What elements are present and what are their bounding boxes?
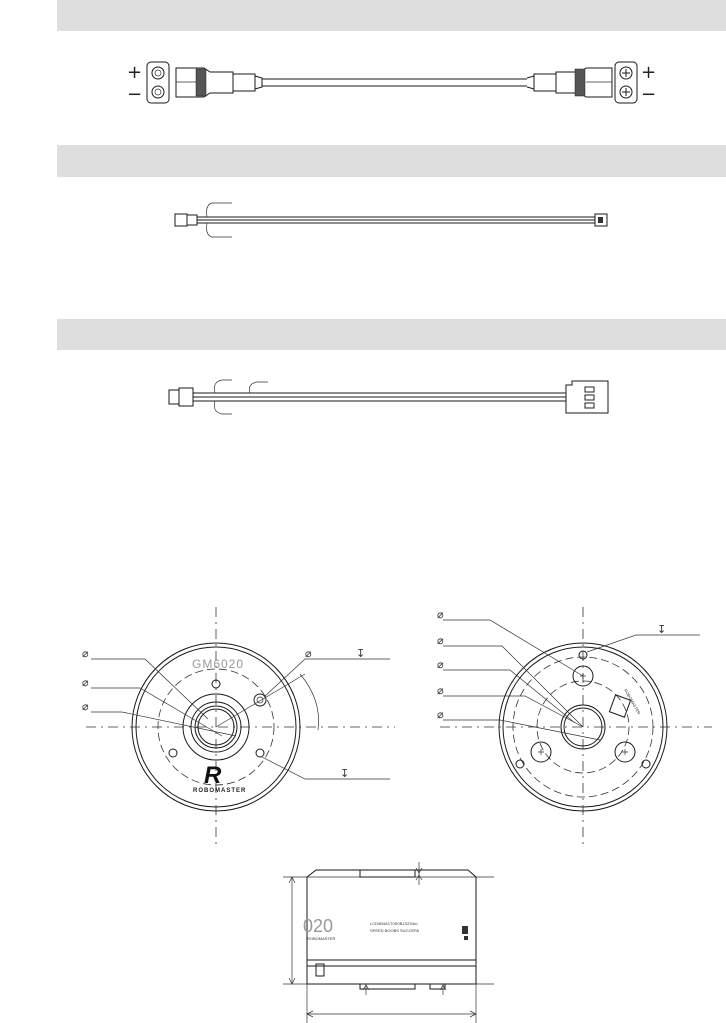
left-plus-label: + <box>127 62 143 83</box>
diameter-symbol: ⌀ <box>437 634 444 647</box>
diameter-symbol: ⌀ <box>82 676 89 689</box>
diameter-symbol: ⌀ <box>305 647 312 660</box>
side-model-label: 020 <box>303 916 334 936</box>
side-brand-label: ROBOMASTER <box>307 936 336 941</box>
diameter-symbol: ⌀ <box>82 647 89 660</box>
motor-bottom-view <box>437 607 712 845</box>
right-minus-label: − <box>641 84 657 105</box>
depth-symbol: ↧ <box>356 647 366 660</box>
left-minus-label: − <box>127 84 143 105</box>
can-port-label: ROBOMASTER <box>623 688 642 716</box>
can-cable-drawing <box>169 380 608 414</box>
motor-model-label: GM6020 <box>192 657 245 671</box>
diameter-symbol: ⌀ <box>82 700 89 713</box>
spec-line-2: SPEED BOOBS SUCCEPA <box>370 928 420 933</box>
diameter-symbol: ⌀ <box>437 708 444 721</box>
robomaster-logo: R <box>204 762 222 789</box>
spec-line-1: LCD9B4A1T0S0B1S2S4m <box>370 921 418 926</box>
motor-top-view <box>82 607 395 845</box>
diameter-symbol: ⌀ <box>437 608 444 621</box>
power-cable-drawing <box>127 62 656 105</box>
right-plus-label: + <box>641 62 657 83</box>
depth-symbol: ↧ <box>340 767 350 780</box>
brand-name-label: ROBOMASTER <box>193 788 247 794</box>
depth-symbol: ↧ <box>657 623 667 636</box>
diameter-symbol: ⌀ <box>437 658 444 671</box>
diameter-symbol: ⌀ <box>437 684 444 697</box>
signal-cable-drawing <box>175 203 607 237</box>
motor-side-view <box>283 862 494 1023</box>
